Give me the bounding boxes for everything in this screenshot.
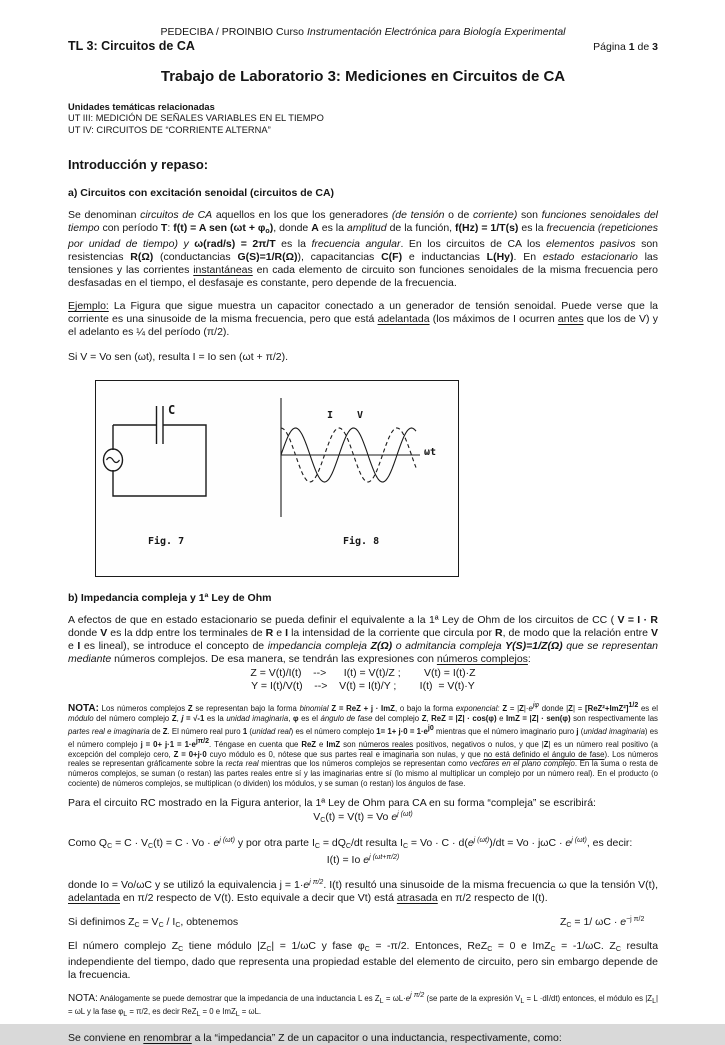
- paragraph-closing: Se conviene en renombrar a la “impedancia” Z de un capacitor o una inductancia, respectivamente, como:: [68, 1031, 562, 1044]
- circuit-diagram: [104, 406, 207, 496]
- page-title: Trabajo de Laboratorio 3: Mediciones en Circuitos de CA: [160, 68, 566, 85]
- equation-y: Y = I(t)/V(t) --> V(t) = I(t)/Y ; I(t) = V(t)·Y: [251, 679, 475, 692]
- paragraph-zc-modulo: El número complejo $Z_C$ tiene módulo $|Z_C| = 1/\omega C$ y fase $\varphi_C = -\pi/2$. Entonces, ReZ$_C$ = 0 e ImZ$_C$ = -1/ωC. $Z_C$ resulta independiente del tiempo, dado que representa una propiedad estable del elemento de circuito, pero sin embargo depende de la frecuencia.: [68, 940, 659, 982]
- paragraph-si-v: Si V = Vo sen (ωt), resulta I = Io sen (ωt + π/2).: [68, 350, 289, 363]
- capacitor-label: C: [168, 402, 176, 417]
- doc-code: TL 3: Circuitos de CA: [68, 39, 195, 53]
- fig8-caption: Fig. 8: [343, 535, 380, 547]
- paragraph-ejemplo: Ejemplo: La Figura que sigue muestra un capacitor conectado a un generador de tensión senoidal. Puede verse que la corriente es una sinusoide de la misma frecuencia, pero que está adelantada (los máximos de I ocurren antes que los de V) y el adelanto es ¼ del período (π/2).: [68, 299, 658, 338]
- page-indicator: Página 1 de 3: [593, 41, 658, 53]
- waveform-plot: [281, 398, 420, 517]
- subsection-b-heading: b) Impedancia compleja y 1ª Ley de Ohm: [68, 591, 272, 604]
- paragraph-ohm-law: A efectos de que en estado estacionario se pueda definir el equivalente a la 1ª Ley de Ohm de los circuitos de CC ( V = I · R donde V es la ddp entre los terminales de R e I la intensidad de la corriente que circula por R, de modo que la relación entre V e I es lineal), se introduce el concepto de impedancia compleja Z(Ω) o admitancia compleja Y(S)=1/Z(Ω) que se representan mediante números complejos. De esa manera, se tendrán las expresiones con números complejos:: [68, 613, 659, 665]
- row-si-definimos: [68, 916, 658, 930]
- nota-inductancia: NOTA: Análogamente se puede demostrar que la impedancia de una inductancia L es $Z_L = \omega L\cdot e^{j \pi/2}$ (se parte de la expresión $V_L = L \cdot dI/dt$) entonces, el módulo es $|Z_L| = \omega L$ y la fase $\varphi_L = \pi/2$, es decir ReZ$_L$ = 0 e ImZ$_L$ = ωL.: [68, 992, 658, 1019]
- paragraph-como-qc: Como $Q_C = C \cdot V_C(t) = C \cdot Vo \cdot e^{j (\omega t)}$ y por otra parte $I_C = dQ_C/dt$ resulta $I_C = Vo \cdot C \cdot d(e^{j (\omega t)})/dt = Vo \cdot j\omega C \cdot e^{j (\omega t)}$, es decir:: [68, 837, 633, 851]
- unit-item: UT III: MEDICIÓN DE SEÑALES VARIABLES EN EL TIEMPO: [68, 113, 324, 124]
- paragraph-ca-definition: Se denominan circuitos de CA aquellos en los que los generadores (de tensión o de corriente) son funciones senoidales del tiempo con período T: f(t) = A sen $(\omega t + \varphi_o)$, donde A es la amplitud de la función, f(Hz) = 1/T(s) es la frecuencia (repeticiones por unidad de tiempo) y ω(rad/s) = 2π/T es la frecuencia angular. En los circuitos de CA los elementos pasivos son resistencias R(Ω) (conductancias G(S)=1/R(Ω)), capacitancias C(F) e inductancias L(Hy). En estado estacionario las tensiones y las corrientes instantáneas en cada elemento de circuito son funciones senoidales de la misma frecuencia pero desfasadas en el tiempo, el desfasaje es constante, pero depende de la frecuencia.: [68, 208, 659, 289]
- paragraph-rc-circuit: Para el circuito RC mostrado en la Figura anterior, la 1ª Ley de Ohm para CA en su forma “compleja” se escribirá:: [68, 797, 596, 810]
- equation-it: I(t) = Io $e^{j (\omega t+\pi/2)}$: [326, 854, 400, 867]
- section-intro-heading: Introducción y repaso:: [68, 156, 209, 172]
- nota-complex-numbers: NOTA: Los números complejos Z se representan bajo la forma binomial Z = ReZ + j · ImZ, o bajo la forma exponencial: $Z = |Z|\cdot e^{j\varphi}$ donde $|Z| = [ReZ^2+ImZ^2]^{1/2}$ es el módulo del número complejo Z, j = √-1 es la unidad imaginaria, φ es el ángulo de fase del complejo Z, ReZ = |Z| · cos(φ) e ImZ = |Z| · sen(φ) son respectivamente las partes real e imaginaria de Z. El número real puro 1 (unidad real) es el número complejo $1= 1+ j\cdot 0 = 1\cdot e^{j0}$ mientras que el número imaginario puro j (unidad imaginaria) es el número complejo $j = 0+ j\cdot 1 = 1\cdot e^{j\pi/2}$. Téngase en cuenta que ReZ e ImZ son números reales positivos, negativos o nulos, y que |Z| es un número real positivo (a excepción del complejo cero, Z = 0+j·0 cuyo módulo es 0, nótese que sus partes real e imaginaria son nulas, y que no está definido el ángulo de fase). Los números reales se representan gráficamente sobre la recta real mientras que los números complejos se representan como vectores en el plano complejo. En la suma o resta de números complejos, se suman (o restan) las partes reales entre sí y las imaginarias entre sí (lo mismo al multiplicar un complejo por un número real). En el producto (o cociente) de números complejos, se multiplican (o dividen) los módulos, y se suman (o restan) los ángulos de fase.: [68, 701, 658, 789]
- si-definimos-text: Si definimos $Z_C = V_C / I_C$, obtenemos: [68, 916, 239, 930]
- paragraph-donde-io: donde Io = Vo/ωC y se utilizó la equivalencia $j = 1\cdot e^{j \pi/2}$. I(t) resultó una sinusoide de la misma frecuencia ω que la tensión V(t), adelantada en π/2 respecto de V(t). Esto equivale a decir que Vt) está atrasada en π/2 respecto de I(t).: [68, 879, 658, 905]
- units-heading: Unidades temáticas relacionadas: [68, 102, 215, 112]
- doc-header-row: [68, 39, 658, 53]
- figure-box: [95, 380, 459, 577]
- current-curve-label: I: [327, 409, 334, 421]
- voltage-curve-label: V: [357, 409, 364, 421]
- equation-vc: $V_C(t) = V(t) = Vo$ $e^{j (\omega t)}$: [313, 811, 413, 825]
- equation-z: Z = V(t)/I(t) --> I(t) = V(t)/Z ; V(t) = I(t)·Z: [250, 666, 476, 679]
- course-header: PEDECIBA / PROINBIO Curso Instrumentación Electrónica para Biología Experimental: [160, 26, 566, 38]
- equation-zc: $Z_C = 1/$ $\omega C \cdot e^{-j \pi/2}$: [560, 916, 645, 930]
- related-units: [68, 102, 658, 136]
- unit-item: UT IV: CIRCUITOS DE “CORRIENTE ALTERNA”: [68, 124, 271, 135]
- fig7-caption: Fig. 7: [148, 535, 185, 547]
- subsection-a-heading: a) Circuitos con excitación senoidal (circuitos de CA): [68, 186, 335, 199]
- omega-t-axis-label: ωt: [424, 446, 437, 458]
